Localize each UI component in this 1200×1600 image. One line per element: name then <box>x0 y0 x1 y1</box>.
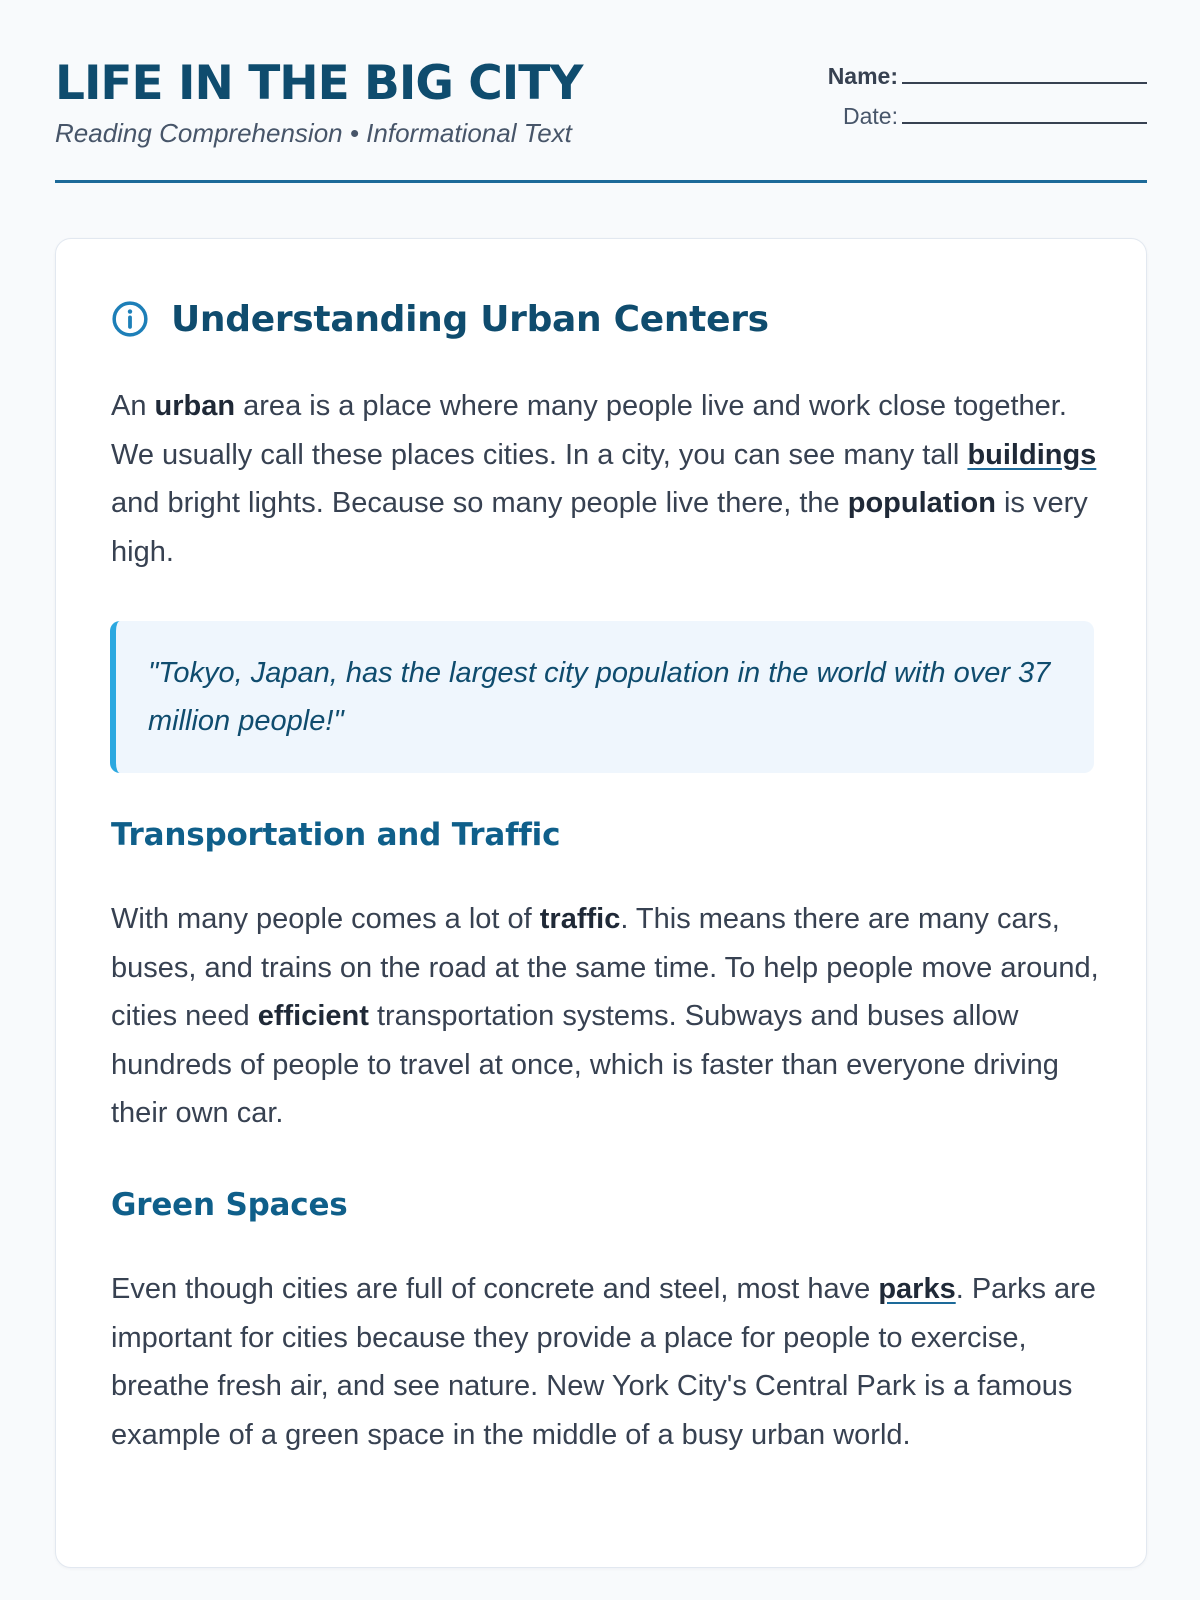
intro-text-2: area is a place where many people live and work close together. We usually call these places cities. In a city, you can see many tall <box>111 390 1067 471</box>
info-circle-icon <box>111 300 149 338</box>
green-spaces-paragraph <box>111 1265 1101 1459</box>
date-row <box>828 96 1147 136</box>
worksheet-subtitle: Reading Comprehension • Informational Text <box>55 118 572 148</box>
card-title-row <box>111 295 769 343</box>
transport-text-2: . This means there are many cars, buses, and trains on the road at the same time. To help people move around, cities need <box>111 903 1099 1032</box>
worksheet-title: LIFE IN THE BIG CITY <box>55 56 583 111</box>
date-blank[interactable] <box>902 104 1147 124</box>
name-blank[interactable] <box>902 64 1147 84</box>
vocab-population: population <box>847 487 996 519</box>
section-heading-green-spaces: Green Spaces <box>111 1187 348 1223</box>
date-label: Date: <box>843 103 898 129</box>
green-text-2: . Parks are important for cities because they provide a place for people to exercise, breathe fresh air, and see nature. New York City's Central Park is a famous example of a green space in the middle of a busy urban world. <box>111 1273 1096 1451</box>
vocab-buildings: buildings <box>967 438 1097 471</box>
reading-card <box>55 238 1147 1568</box>
worksheet-header <box>55 50 1147 183</box>
fact-quote: "Tokyo, Japan, has the largest city population in the world with over 37 million people!" <box>110 621 1094 773</box>
transport-text-1: With many people comes a lot of <box>111 903 540 935</box>
intro-text-4: is very high. <box>111 487 1088 568</box>
section-heading-transportation: Transportation and Traffic <box>111 817 561 853</box>
green-text-1: Even though cities are full of concrete and steel, most have <box>111 1273 879 1305</box>
vocab-traffic: traffic <box>539 903 621 935</box>
vocab-urban: urban <box>154 390 236 422</box>
name-row <box>828 56 1147 96</box>
vocab-efficient: efficient <box>257 1000 369 1032</box>
intro-text-3: and bright lights. Because so many people live there, the <box>111 487 848 519</box>
intro-paragraph <box>111 382 1101 576</box>
card-title: Understanding Urban Centers <box>171 298 769 340</box>
name-label: Name: <box>827 63 898 89</box>
transportation-paragraph <box>111 895 1101 1138</box>
vocab-parks: parks <box>878 1273 956 1305</box>
transport-text-3: transportation systems. Subways and buses allow hundreds of people to travel at once, which is faster than everyone driving their own car. <box>111 1000 1059 1129</box>
student-info <box>828 56 1147 136</box>
intro-text-1: An <box>111 390 155 422</box>
